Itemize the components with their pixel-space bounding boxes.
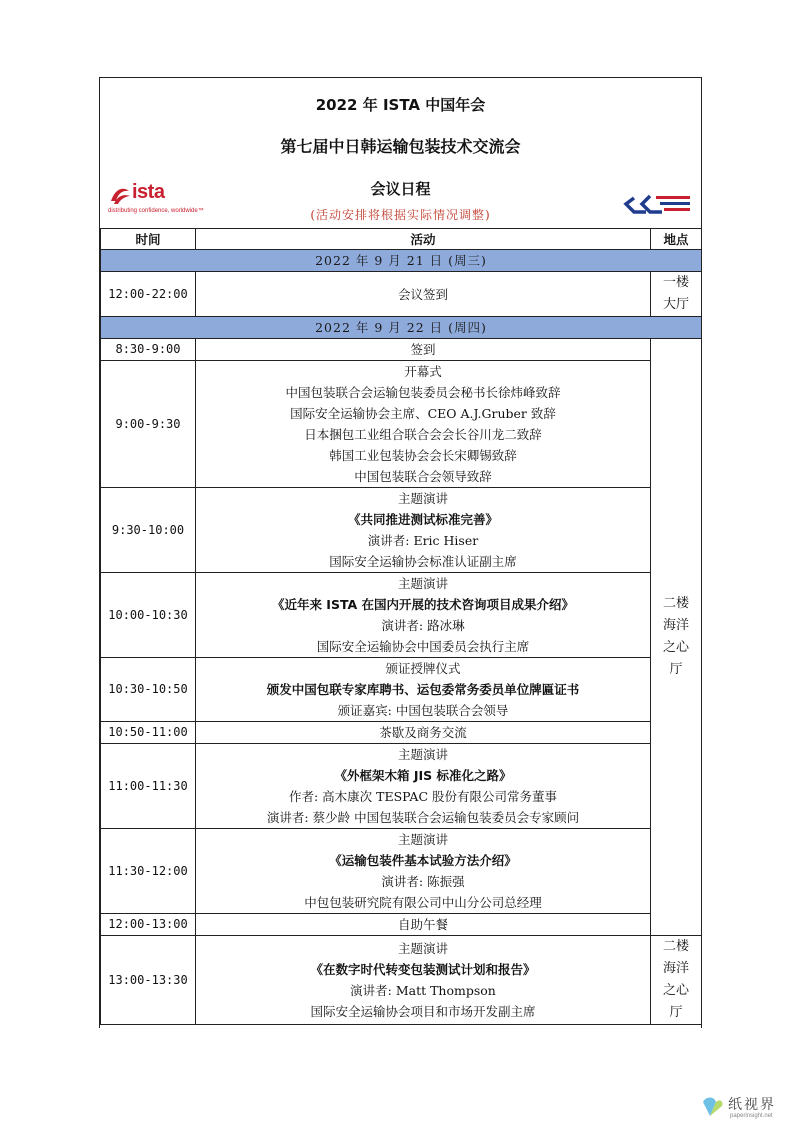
activity-line: 演讲者: 陈振强	[381, 874, 465, 889]
table-row	[101, 722, 702, 744]
row-time: 8:30-9:00	[101, 339, 196, 361]
table-row	[101, 488, 702, 573]
activity-line: 颁证嘉宾: 中国包装联合会领导	[337, 703, 509, 718]
watermark-text: 纸视界	[728, 1097, 776, 1113]
location-line: 二楼	[662, 939, 689, 954]
row-activity	[196, 272, 651, 317]
schedule-note: (活动安排将根据实际情况调整)	[310, 208, 491, 222]
schedule-header	[100, 78, 701, 228]
table-row	[101, 339, 702, 361]
activity-line: 茶歇及商务交流	[379, 725, 467, 740]
activity-line: 国际安全运输协会中国委员会执行主席	[316, 639, 530, 654]
row-time: 12:00-22:00	[101, 272, 196, 317]
row-time: 11:30-12:00	[101, 829, 196, 914]
title-line-1: 2022 年 ISTA 中国年会	[315, 96, 486, 114]
activity-line: 会议签到	[397, 286, 448, 302]
location-line: 厅	[669, 1005, 683, 1020]
row-activity	[196, 829, 651, 914]
table-row	[101, 936, 702, 1025]
talk-title: 《运输包装件基本试验方法介绍》	[329, 853, 517, 868]
location-line: 海洋	[662, 961, 689, 976]
table-row	[101, 744, 702, 829]
activity-line: 主题演讲	[397, 491, 448, 506]
row-time: 10:50-11:00	[101, 722, 196, 744]
activity-line: 国际安全运输协会标准认证副主席	[329, 554, 517, 569]
watermark	[700, 1092, 795, 1124]
activity-line: 中包包装研究院有限公司中山分公司总经理	[304, 895, 542, 910]
header-location: 地点	[651, 229, 702, 250]
location-line: 海洋	[662, 618, 689, 633]
row-activity	[196, 914, 651, 936]
watermark-url: paperinsight.net	[730, 1113, 773, 1119]
activity-line: 中国包装联合会运输包装委员会秘书长徐炜峰致辞	[285, 385, 561, 400]
activity-line: 日本捆包工业组合联合会会长谷川龙二致辞	[304, 427, 542, 442]
row-activity	[196, 936, 651, 1025]
activity-line: 演讲者: 路冰琳	[381, 618, 465, 633]
talk-title: 《共同推进测试标准完善》	[347, 512, 498, 527]
ista-brand-text: ista	[132, 181, 165, 203]
activity-line: 演讲者: Matt Thompson	[350, 983, 496, 998]
talk-title: 《外框架木箱 JIS 标准化之路》	[334, 768, 512, 783]
jcka-logo-icon	[620, 190, 692, 218]
row-time: 10:30-10:50	[101, 658, 196, 722]
talk-title: 《近年来 ISTA 在国内开展的技术咨询项目成果介绍》	[271, 597, 575, 612]
date-row-day1	[101, 250, 702, 272]
activity-line: 国际安全运输协会项目和市场开发副主席	[310, 1004, 536, 1019]
table-row	[101, 361, 702, 488]
row-activity	[196, 488, 651, 573]
date-day1: 2022 年 9 月 21 日 (周三)	[101, 250, 702, 272]
title-line-3: 会议日程	[370, 180, 431, 198]
row-time: 12:00-13:00	[101, 914, 196, 936]
activity-line: 中国包装联合会领导致辞	[354, 469, 492, 484]
activity-line: 演讲者: Eric Hiser	[367, 533, 479, 548]
activity-line: 韩国工业包装协会会长宋卿锡致辞	[329, 448, 517, 463]
row-activity	[196, 361, 651, 488]
row-time: 9:30-10:00	[101, 488, 196, 573]
table-row	[101, 829, 702, 914]
row-activity	[196, 339, 651, 361]
header-activity: 活动	[196, 229, 651, 250]
row-time: 10:00-10:30	[101, 573, 196, 658]
activity-line: 自助午餐	[397, 917, 448, 932]
location-line: 大厅	[662, 297, 689, 312]
date-day2: 2022 年 9 月 22 日 (周四)	[101, 317, 702, 339]
title-line-2: 第七届中日韩运输包装技术交流会	[280, 137, 521, 156]
activity-line: 主题演讲	[397, 576, 448, 591]
table-row	[101, 914, 702, 936]
location-main	[651, 339, 702, 936]
activity-line: 作者: 高木康次 TESPAC 股份有限公司常务董事	[288, 789, 557, 804]
schedule-sheet	[99, 77, 702, 1028]
row-time: 11:00-11:30	[101, 744, 196, 829]
talk-title: 颁发中国包联专家库聘书、运包委常务委员单位牌匾证书	[266, 682, 580, 697]
row-activity	[196, 744, 651, 829]
row-time: 9:00-9:30	[101, 361, 196, 488]
table-row	[101, 658, 702, 722]
watermark-logo-icon	[700, 1094, 726, 1120]
table-row	[101, 272, 702, 317]
activity-line: 签到	[410, 342, 436, 357]
activity-line: 开幕式	[404, 364, 442, 379]
location-line: 二楼	[662, 596, 689, 611]
location-line: 之心	[662, 640, 689, 655]
row-activity	[196, 573, 651, 658]
location-line: 厅	[669, 662, 683, 677]
date-row-day2	[101, 317, 702, 339]
activity-line: 国际安全运输协会主席、CEO A.J.Gruber 致辞	[290, 406, 556, 421]
location-line: 之心	[662, 983, 689, 998]
table-header-row	[101, 229, 702, 250]
header-time: 时间	[101, 229, 196, 250]
row-location	[651, 936, 702, 1025]
activity-line: 主题演讲	[397, 747, 448, 762]
row-activity	[196, 658, 651, 722]
table-row	[101, 573, 702, 658]
row-activity	[196, 722, 651, 744]
activity-line: 演讲者: 蔡少龄 中国包装联合会运输包装委员会专家顾问	[266, 810, 580, 825]
talk-title: 《在数字时代转变包装测试计划和报告》	[310, 962, 536, 977]
ista-tagline: distributing confidence, worldwide™	[108, 208, 204, 214]
row-time: 13:00-13:30	[101, 936, 196, 1025]
activity-line: 主题演讲	[397, 832, 448, 847]
activity-line: 颁证授牌仪式	[385, 661, 461, 676]
location-line: 一楼	[662, 275, 689, 290]
schedule-table	[100, 228, 702, 1025]
activity-line: 主题演讲	[397, 941, 448, 956]
row-location	[651, 272, 702, 317]
